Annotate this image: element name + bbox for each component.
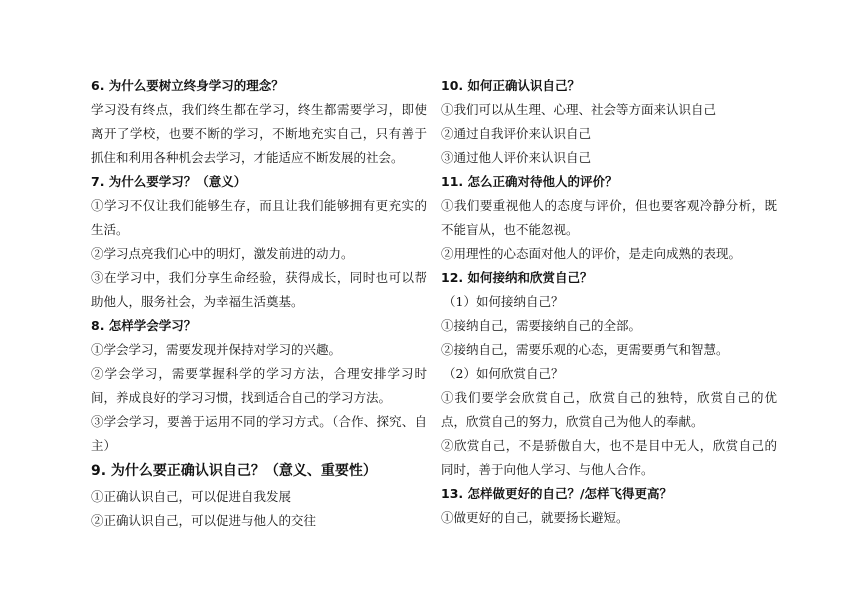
heading-q8: 8. 怎样学会学习？ — [91, 318, 197, 333]
heading-q10: 10. 如何正确认识自己？ — [441, 78, 580, 93]
paragraph: ②学会学习，需要掌握科学的学习方法，合理安排学习时间，养成良好的学习习惯，找到适合自己的学习方法。 — [91, 366, 427, 405]
subheading: （1）如何接纳自己？ — [443, 294, 564, 309]
paragraph: ①我们要学会欣赏自己，欣赏自己的独特，欣赏自己的优点，欣赏自己的努力，欣赏自己为他人的奉献。 — [441, 390, 777, 429]
heading-q6: 6. 为什么要树立终身学习的理念？ — [91, 78, 284, 93]
paragraph: ②正确认识自己，可以促进与他人的交往 — [91, 513, 317, 528]
paragraph: ③学会学习，要善于运用不同的学习方式。（合作、探究、自主） — [91, 414, 427, 453]
paragraph: 学习没有终点，我们终生都在学习，终生都需要学习，即使离开了学校，也要不断的学习，不断地充实自己，只有善于抓住和利用各种机会去学习，才能适应不断发展的社会。 — [91, 102, 427, 165]
paragraph: ②接纳自己，需要乐观的心态，更需要勇气和智慧。 — [441, 342, 729, 357]
subheading: （2）如何欣赏自己？ — [443, 366, 564, 381]
paragraph: ②学习点亮我们心中的明灯，激发前进的动力。 — [91, 246, 354, 261]
left-column — [91, 74, 427, 533]
paragraph: ②通过自我评价来认识自己 — [441, 126, 592, 141]
heading-q13: 13. 怎样做更好的自己？/怎样飞得更高？ — [441, 486, 673, 501]
right-column — [441, 74, 777, 530]
paragraph: ②欣赏自己，不是骄傲自大，也不是目中无人，欣赏自己的同时，善于向他人学习、与他人合作。 — [441, 438, 777, 477]
paragraph: ①做更好的自己，就要扬长避短。 — [441, 510, 629, 525]
paragraph: ③通过他人评价来认识自己 — [441, 150, 592, 165]
heading-q12: 12. 如何接纳和欣赏自己？ — [441, 270, 593, 285]
paragraph: ①正确认识自己，可以促进自我发展 — [91, 489, 292, 504]
paragraph: ①接纳自己，需要接纳自己的全部。 — [441, 318, 642, 333]
paragraph: ②用理性的心态面对他人的评价，是走向成熟的表现。 — [441, 246, 742, 261]
paragraph: ①学习不仅让我们能够生存，而且让我们能够拥有更充实的生活。 — [91, 198, 427, 237]
heading-q7: 7. 为什么要学习？（意义） — [91, 174, 247, 189]
heading-q9: 9. 为什么要正确认识自己？（意义、重要性） — [91, 463, 377, 479]
paragraph: ①我们可以从生理、心理、社会等方面来认识自己 — [441, 102, 717, 117]
paragraph: ①学会学习，需要发现并保持对学习的兴趣。 — [91, 342, 342, 357]
paragraph: ③在学习中，我们分享生命经验，获得成长，同时也可以帮助他人，服务社会，为幸福生活奠基。 — [91, 270, 427, 309]
heading-q11: 11. 怎么正确对待他人的评价？ — [441, 174, 618, 189]
paragraph: ①我们要重视他人的态度与评价，但也要客观冷静分析，既不能盲从，也不能忽视。 — [441, 198, 777, 237]
